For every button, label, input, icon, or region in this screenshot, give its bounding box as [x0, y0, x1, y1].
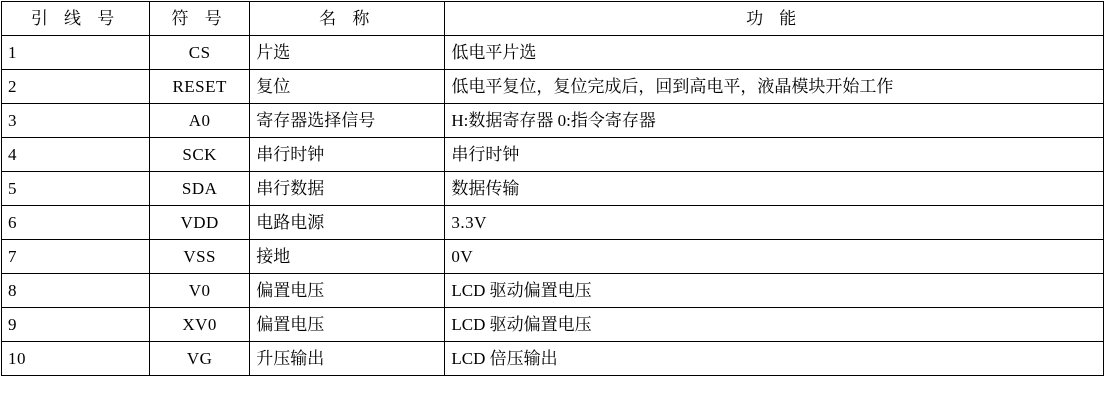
cell-function: 低电平复位，复位完成后，回到高电平，液晶模块开始工作	[445, 70, 1104, 104]
cell-symbol: VG	[150, 342, 250, 376]
cell-function: 0V	[445, 240, 1104, 274]
cell-pin-number: 5	[2, 172, 150, 206]
cell-name: 偏置电压	[250, 274, 445, 308]
cell-symbol: RESET	[150, 70, 250, 104]
cell-function: 数据传输	[445, 172, 1104, 206]
table-row	[2, 206, 1104, 240]
cell-name: 串行数据	[250, 172, 445, 206]
cell-pin-number: 6	[2, 206, 150, 240]
pin-description-table	[1, 1, 1104, 376]
table-body	[2, 36, 1104, 376]
cell-pin-number: 9	[2, 308, 150, 342]
cell-name: 接地	[250, 240, 445, 274]
cell-symbol: A0	[150, 104, 250, 138]
cell-function: 低电平片选	[445, 36, 1104, 70]
column-header-pin-number: 引 线 号	[2, 2, 150, 36]
cell-function: LCD 倍压输出	[445, 342, 1104, 376]
cell-function: LCD 驱动偏置电压	[445, 274, 1104, 308]
cell-symbol: CS	[150, 36, 250, 70]
column-header-name: 名 称	[250, 2, 445, 36]
cell-name: 偏置电压	[250, 308, 445, 342]
table-row	[2, 70, 1104, 104]
cell-pin-number: 8	[2, 274, 150, 308]
cell-symbol: V0	[150, 274, 250, 308]
cell-pin-number: 1	[2, 36, 150, 70]
table-row	[2, 274, 1104, 308]
cell-pin-number: 10	[2, 342, 150, 376]
cell-name: 串行时钟	[250, 138, 445, 172]
cell-function: 3.3V	[445, 206, 1104, 240]
cell-function: LCD 驱动偏置电压	[445, 308, 1104, 342]
table-header-row	[2, 2, 1104, 36]
cell-name: 寄存器选择信号	[250, 104, 445, 138]
cell-name: 片选	[250, 36, 445, 70]
cell-name: 复位	[250, 70, 445, 104]
table-row	[2, 36, 1104, 70]
cell-function: 串行时钟	[445, 138, 1104, 172]
table-row	[2, 308, 1104, 342]
cell-symbol: SCK	[150, 138, 250, 172]
cell-pin-number: 4	[2, 138, 150, 172]
cell-name: 升压输出	[250, 342, 445, 376]
column-header-symbol: 符 号	[150, 2, 250, 36]
table-row	[2, 104, 1104, 138]
table-row	[2, 138, 1104, 172]
cell-function: H:数据寄存器 0:指令寄存器	[445, 104, 1104, 138]
table-header	[2, 2, 1104, 36]
cell-symbol: SDA	[150, 172, 250, 206]
table-row	[2, 342, 1104, 376]
cell-pin-number: 7	[2, 240, 150, 274]
table-row	[2, 240, 1104, 274]
column-header-function: 功 能	[445, 2, 1104, 36]
cell-pin-number: 3	[2, 104, 150, 138]
table-row	[2, 172, 1104, 206]
cell-symbol: XV0	[150, 308, 250, 342]
cell-pin-number: 2	[2, 70, 150, 104]
cell-symbol: VDD	[150, 206, 250, 240]
cell-symbol: VSS	[150, 240, 250, 274]
cell-name: 电路电源	[250, 206, 445, 240]
